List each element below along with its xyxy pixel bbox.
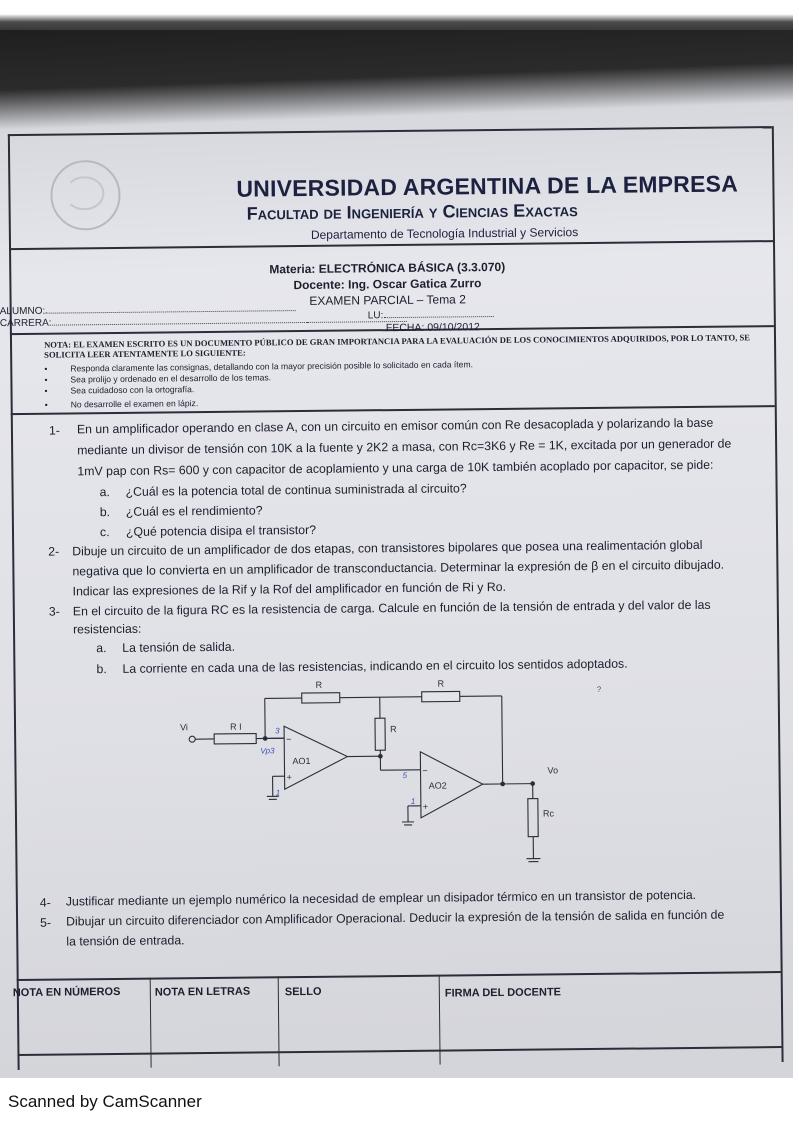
question-text: negativa que lo convierta en un amplificador de transconductancia. Determinar la expresión de β en el circuito dibujado. bbox=[72, 557, 725, 579]
ao2-minus: − bbox=[422, 765, 428, 776]
label-rc: Rc bbox=[542, 808, 555, 819]
item-letter: b. bbox=[96, 662, 107, 677]
bullet-text: No desarrolle el examen en lápiz. bbox=[70, 398, 199, 410]
item-text: ¿Cuál es la potencia total de continua suministrada al circuito? bbox=[125, 481, 467, 499]
question-number: 4- bbox=[39, 895, 51, 910]
grade-numbers-field[interactable]: NOTA EN NÚMEROS bbox=[12, 985, 121, 1000]
question-item bbox=[96, 639, 235, 657]
question-number: 5- bbox=[40, 915, 52, 930]
item-text: ¿Cuál es el rendimiento? bbox=[125, 503, 263, 519]
question-text: Justificar mediante un ejemplo numérico la necesidad de emplear un disipador térmico en un transistor de potencia. bbox=[65, 887, 697, 909]
resistor-rc bbox=[528, 799, 538, 837]
input-terminal bbox=[189, 736, 195, 742]
resistor-r-top1 bbox=[302, 693, 340, 703]
resistor-r-mid bbox=[375, 718, 385, 750]
exam-sheet bbox=[0, 30, 793, 1078]
question-item bbox=[100, 522, 316, 541]
question-text: 1mV pap con Rs= 600 y con capacitor de acoplamiento y una carga de 10K también acoplado por capacitor, se pide: bbox=[77, 457, 714, 479]
question-text: En el circuito de la figura RC es la resistencia de carga. Calcule en función de la tensión de entrada y del valor de las bbox=[72, 597, 711, 619]
item-letter: c. bbox=[99, 525, 110, 540]
handwritten-note: 5 bbox=[402, 770, 408, 780]
nota-text: NOTA: EL EXAMEN ESCRITO ES UN DOCUMENTO PÚBLICO DE GRAN IMPORTANCIA PARA LA EVALUACIÓN DE LOS CONOCIMIENTOS ADQUIRIDOS, POR LO TANTO, SE SOLICITA LEER ATENTAMENTE LO SIGUIENTE: bbox=[43, 332, 751, 360]
label-r-top2: R bbox=[437, 678, 445, 689]
faculty-name: Facultad de Ingeniería y Ciencias Exactas bbox=[246, 200, 578, 224]
resistor-ri bbox=[214, 734, 256, 744]
label-r-mid: R bbox=[390, 724, 397, 735]
handwritten-note: 1 bbox=[410, 796, 416, 806]
question-text: Dibuje un circuito de un amplificador de dos etapas, con transistores bipolares que posea una realimentación global bbox=[72, 537, 703, 559]
question-item bbox=[100, 502, 263, 521]
label-r-top1: R bbox=[315, 679, 323, 690]
item-text: ¿Qué potencia disipa el transistor? bbox=[125, 522, 317, 539]
bullet-text: Sea cuidadoso con la ortografía. bbox=[70, 384, 195, 396]
handwritten-note: 1 bbox=[275, 788, 281, 798]
lu-line bbox=[383, 316, 493, 318]
university-name: UNIVERSIDAD ARGENTINA DE LA EMPRESA bbox=[236, 170, 739, 202]
item-text: La corriente en cada una de las resistencias, indicando en el circuito los sentidos adoptados. bbox=[122, 656, 628, 676]
university-logo-icon bbox=[50, 160, 121, 231]
question-number: 3- bbox=[48, 604, 60, 619]
lu-field[interactable] bbox=[368, 309, 494, 321]
resistor-r-top2 bbox=[422, 691, 460, 701]
label-ri: R I bbox=[229, 721, 242, 732]
subject: Materia: ELECTRÓNICA BÁSICA (3.3.070) bbox=[269, 259, 506, 277]
carrera-label: CARRERA: bbox=[0, 317, 52, 330]
nota-bullet: • No desarrolle el examen en lápiz. bbox=[44, 398, 199, 410]
nota-bullet: • Sea prolijo y ordenado en el desarrollo de los temas. bbox=[44, 372, 272, 385]
department-name: Departamento de Tecnología Industrial y Servicios bbox=[310, 225, 579, 242]
question-text: la tensión de entrada. bbox=[66, 933, 185, 949]
label-vi: Vi bbox=[180, 722, 188, 733]
ao1-minus: − bbox=[286, 734, 292, 745]
alumno-label: ALUMNO: bbox=[0, 305, 46, 318]
label-vo: Vo bbox=[547, 765, 559, 776]
label-ao1: AO1 bbox=[292, 755, 311, 767]
handwritten-note: Vp3 bbox=[260, 746, 275, 756]
label-ao2: AO2 bbox=[428, 780, 447, 791]
stray-mark: ? bbox=[596, 684, 602, 694]
nota-bullet: • Sea cuidadoso con la ortografía. bbox=[44, 384, 195, 396]
ao1-plus: + bbox=[286, 772, 292, 783]
question-text: Dibujar un circuito diferenciador con Amplificador Operacional. Deducir la expresión de la tensión de salida en función de bbox=[66, 907, 725, 929]
teacher-signature-field[interactable]: FIRMA DEL DOCENTE bbox=[444, 986, 562, 1000]
item-letter: b. bbox=[99, 505, 111, 520]
sheet-content bbox=[0, 26, 799, 1082]
lu-label: LU: bbox=[367, 310, 384, 322]
question-text: mediante un divisor de tensión con 10K a la fuente y 2K2 a masa, con Rc=3K6 y Re = 1K, excitada por un generador de bbox=[77, 436, 732, 458]
nota-bullet: • Responda claramente las consignas, detallando con la mayor precisión posible lo solicitado en cada ítem. bbox=[44, 359, 474, 374]
stamp-field[interactable]: SELLO bbox=[284, 985, 322, 999]
question-number: 1- bbox=[48, 423, 60, 438]
question-text: resistencias: bbox=[72, 621, 142, 637]
question-text: Indicar las expresiones de la Rif y la Rof del amplificador en función de Ri y Ro. bbox=[72, 579, 507, 599]
alumno-line bbox=[45, 310, 295, 314]
item-letter: a. bbox=[99, 485, 110, 500]
ao2-plus: + bbox=[422, 801, 429, 812]
carrera-line bbox=[52, 322, 307, 326]
bullet-text: Responda claramente las consignas, detallando con la mayor precisión posible lo solicitado en cada ítem. bbox=[70, 359, 474, 374]
teacher: Docente: Ing. Oscar Gatica Zurro bbox=[293, 276, 482, 293]
grade-letters-field[interactable]: NOTA EN LETRAS bbox=[154, 985, 251, 999]
question-number: 2- bbox=[48, 544, 60, 559]
item-text: La tensión de salida. bbox=[122, 639, 236, 655]
exam-date: FECHA: 09/10/2012 bbox=[385, 321, 480, 335]
question-text: En un amplificador operando en clase A, con un circuito en emisor común con Re desacoplada y polarizando la base bbox=[76, 415, 714, 437]
handwritten-note: 3 bbox=[275, 726, 280, 736]
bullet-text: Sea prolijo y ordenado en el desarrollo de los temas. bbox=[70, 372, 272, 385]
item-letter: a. bbox=[96, 641, 107, 656]
circuit-figure bbox=[171, 668, 602, 882]
exam-title: EXAMEN PARCIAL – Tema 2 bbox=[309, 292, 466, 308]
scanner-watermark: Scanned by CamScanner bbox=[8, 1092, 202, 1111]
